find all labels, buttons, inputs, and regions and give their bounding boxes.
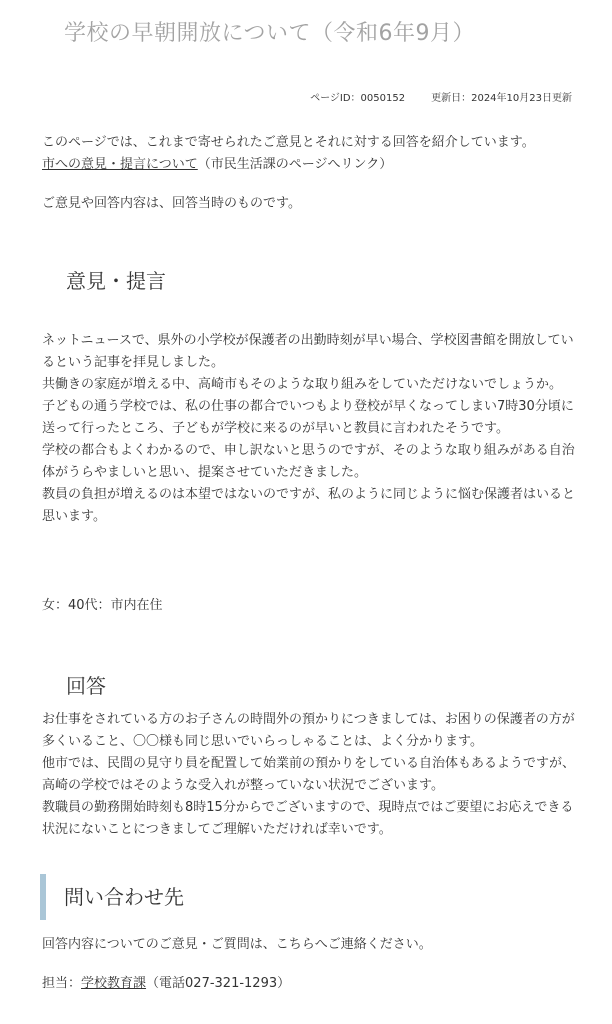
answer-paragraph: 教職員の勤務開始時刻も8時15分からでございますので、現時点ではご要望にお応えできる状況にないことにつきましてご理解いただければ幸いです。 — [42, 800, 574, 837]
dept-link[interactable]: 学校教育課 — [81, 976, 147, 991]
page-meta — [310, 89, 572, 104]
contact-line — [42, 973, 576, 995]
answer-heading: 回答 — [66, 674, 106, 698]
opinion-author: 女：40代：市内在住 — [42, 598, 163, 613]
contact-prefix: 担当： — [42, 976, 82, 991]
opinion-paragraph: 子どもの通う学校では、私の仕事の都合でいつもより登校が早くなってしまい7時30分頃に送って行ったところ、子どもが学校に来るのが早いと教員に言われたそうです。 — [42, 399, 574, 436]
intro-text: このページでは、これまで寄せられたご意見とそれに対する回答を紹介しています。 — [42, 135, 535, 150]
answer-paragraph: 他市では、民間の見守り員を配置して始業前の預かりをしている自治体もあるようですが、高崎の学校ではそのような受入れが整っていない状況でございます。 — [42, 756, 576, 793]
contact-phone: （電話027-321-1293） — [146, 976, 291, 991]
intro-section — [42, 132, 576, 176]
page-id: ページID：0050152 — [310, 93, 406, 104]
opinion-paragraph: 共働きの家庭が増える中、高崎市もそのような取り組みをしていただけないでしょうか。 — [42, 377, 563, 392]
opinion-heading: 意見・提言 — [66, 269, 166, 293]
intro-note: ご意見や回答内容は、回答当時のものです。 — [42, 196, 301, 211]
opinion-body — [42, 330, 576, 528]
page-title: 学校の早朝開放について（令和6年9月） — [64, 21, 476, 46]
opinion-paragraph: 教員の負担が増えるのは本望ではないのですが、私のように同じように悩む保護者はいると思います。 — [42, 487, 576, 524]
contact-text: 回答内容についてのご意見・ご質問は、こちらへご連絡ください。 — [42, 937, 432, 952]
opinion-paragraph: 学校の都合もよくわかるので、申し訳ないと思うのですが、そのような取り組みがある自治体がうらやましいと思い、提案させていただきました。 — [42, 443, 575, 480]
intro-link-suffix: （市民生活課のページへリンク） — [197, 157, 393, 172]
intro-link-line — [42, 154, 576, 176]
answer-body — [42, 709, 576, 841]
opinion-paragraph: ネットニュースで、県外の小学校が保護者の出勤時刻が早い場合、学校図書館を開放しているという記事を拝見しました。 — [42, 333, 574, 370]
contact-heading: 問い合わせ先 — [40, 874, 580, 920]
answer-paragraph: お仕事をされている方のお子さんの時間外の預かりにつきましては、お困りの保護者の方が多くいること、〇〇様も同じ思いでいらっしゃることは、よく分かります。 — [42, 712, 575, 749]
opinion-guide-link[interactable]: 市への意見・提言について — [42, 157, 198, 172]
updated-date: 更新日：2024年10月23日更新 — [431, 93, 572, 104]
